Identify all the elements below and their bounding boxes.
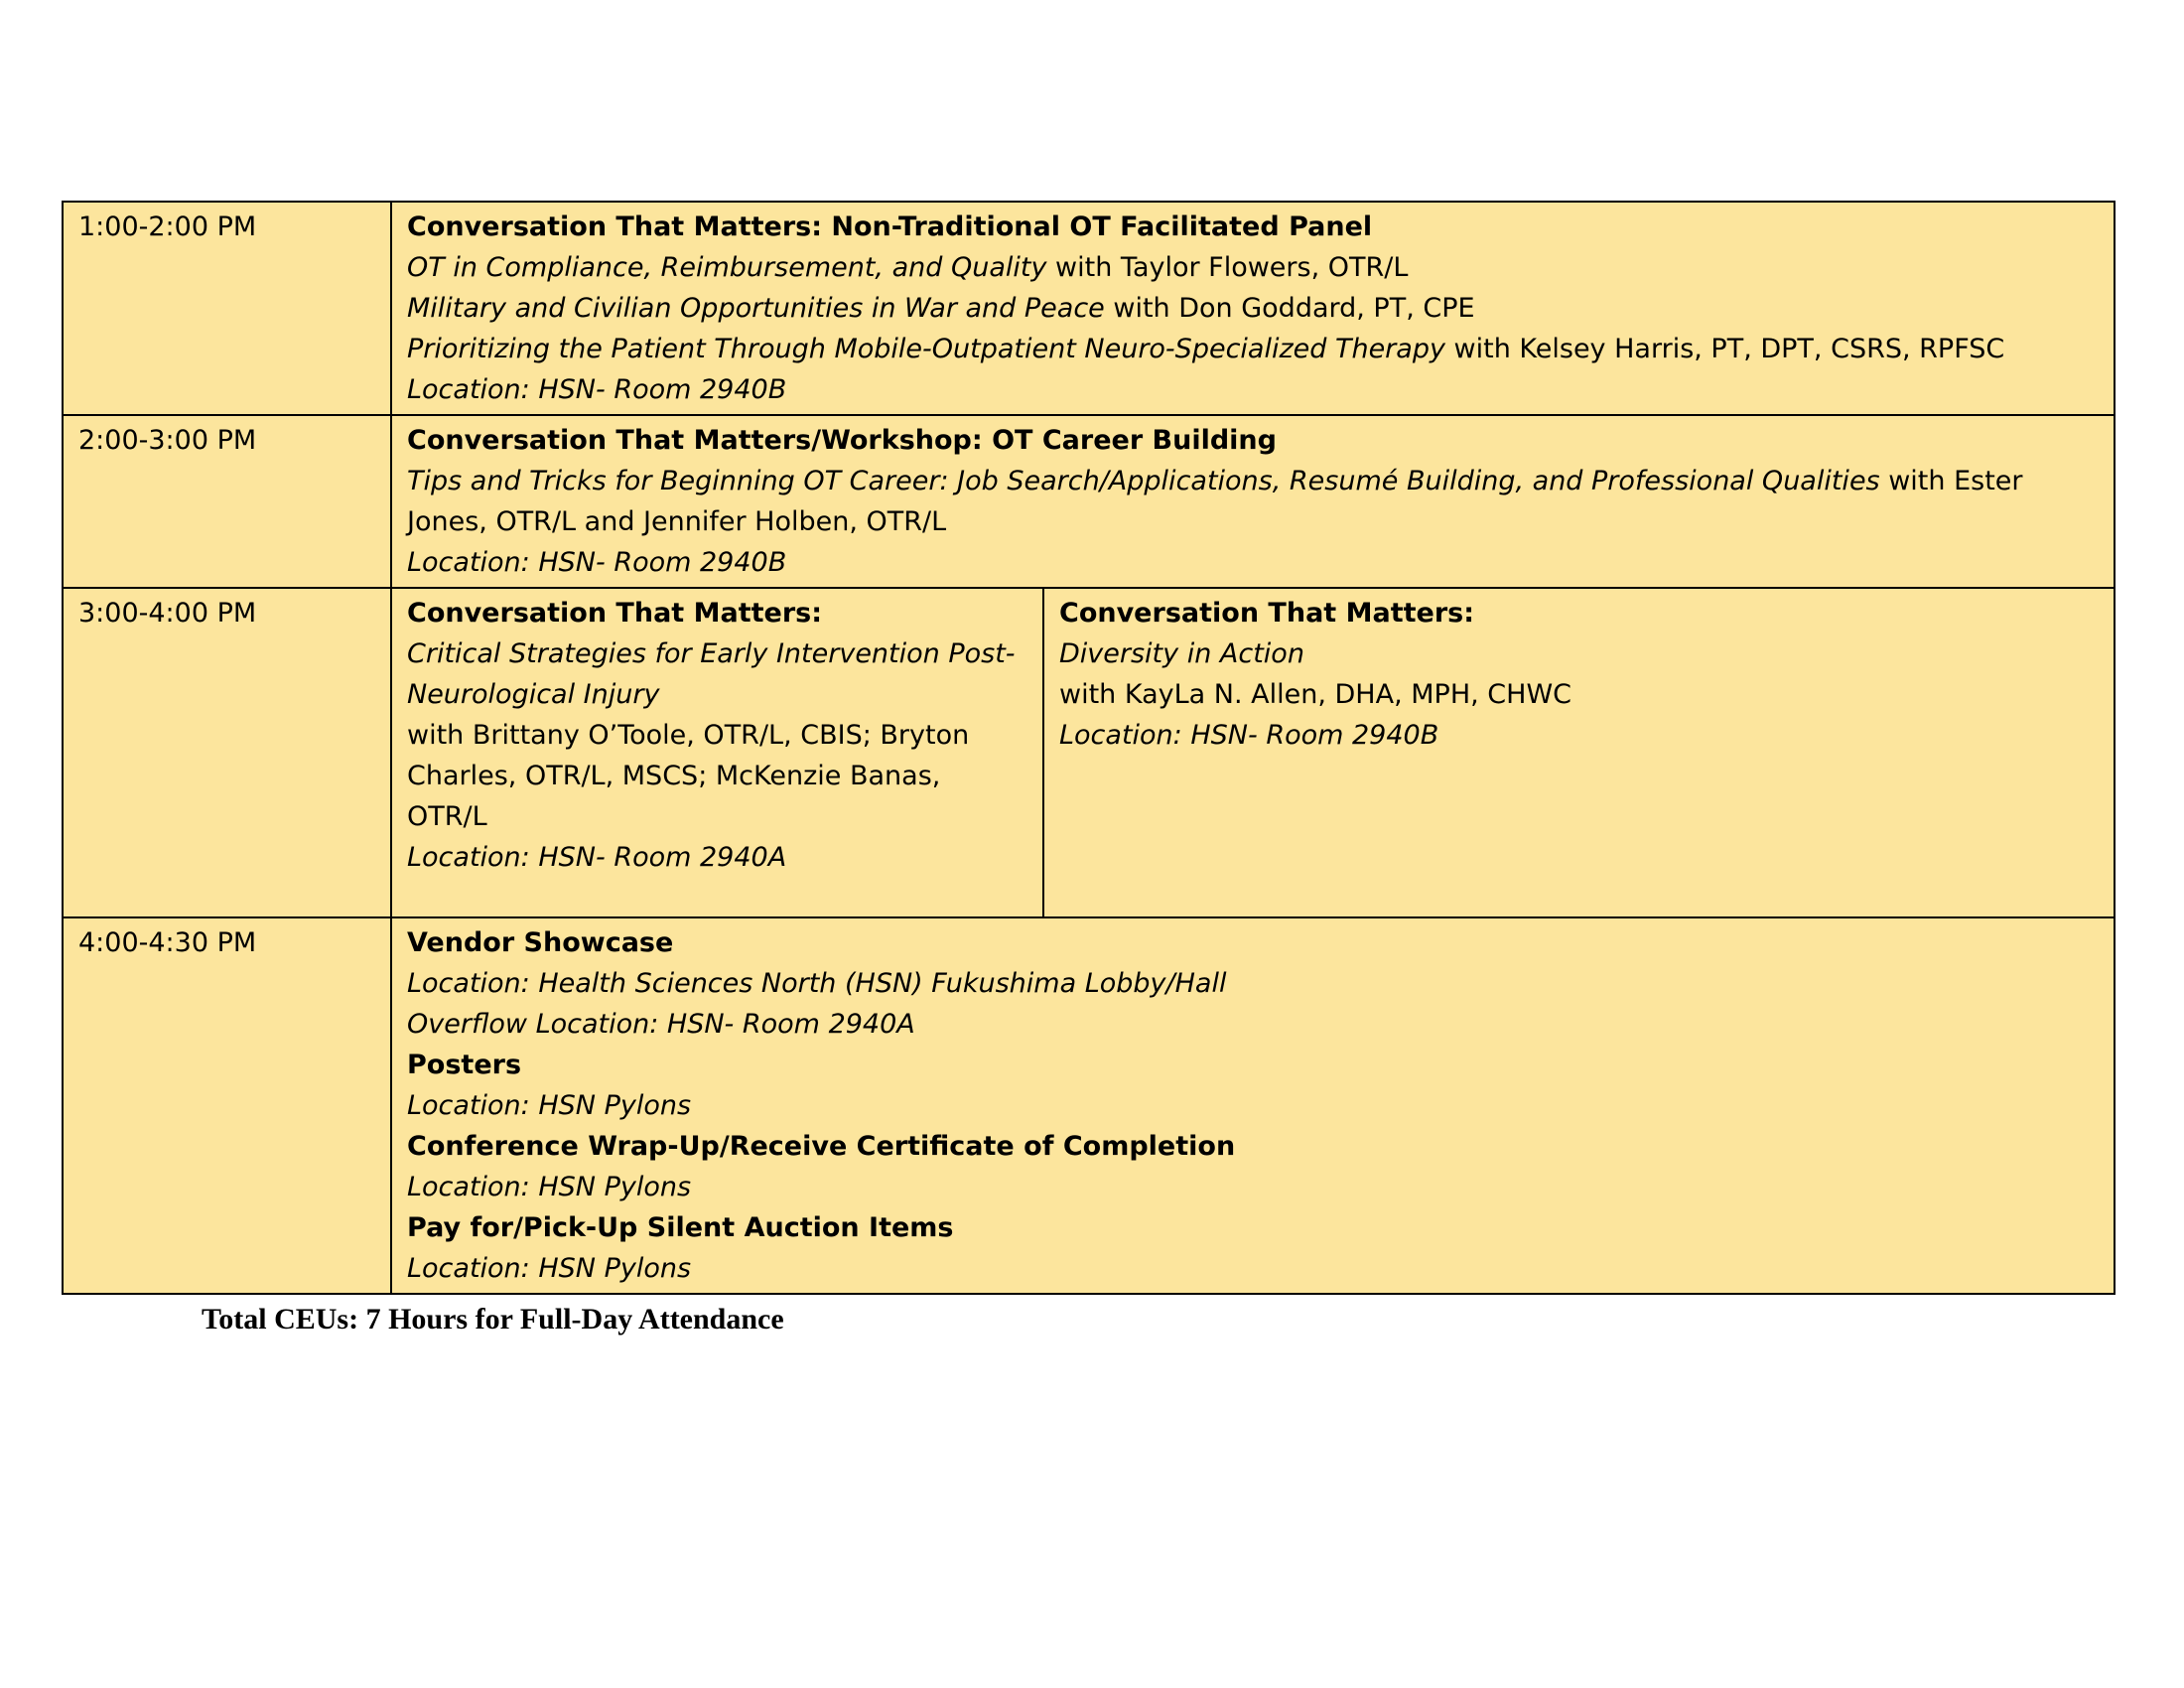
- session-cell: [391, 202, 2115, 415]
- table-row: [63, 202, 2115, 415]
- time-cell: 2:00-3:00 PM: [63, 415, 391, 588]
- session-line: [407, 247, 2100, 288]
- session-speaker: with Brittany O’Toole, OTR/L, CBIS; Bryton Charles, OTR/L, MSCS; McKenzie Banas, OTR/L: [407, 720, 970, 832]
- session-speaker: with Ester Jones, OTR/L and Jennifer Holben, OTR/L: [407, 466, 2023, 537]
- session-topic: Prioritizing the Patient Through Mobile-Outpatient Neuro-Specialized Therapy: [407, 334, 1445, 364]
- item-location: Location: HSN Pylons: [407, 1172, 692, 1202]
- item-location: Location: HSN Pylons: [407, 1090, 692, 1121]
- session-location: Location: HSN- Room 2940B: [407, 547, 787, 578]
- session-title: Conversation That Matters:: [407, 598, 822, 629]
- session-topic: Tips and Tricks for Beginning OT Career: Job Search/Applications, Resumé Building, and Professional Qualities: [407, 466, 1880, 496]
- item-title: Pay for/Pick-Up Silent Auction Items: [407, 1212, 954, 1243]
- time-cell: 4:00-4:30 PM: [63, 917, 391, 1294]
- schedule-table: [62, 201, 2116, 1295]
- session-cell-right: [1043, 588, 2115, 917]
- session-location: Location: HSN- Room 2940B: [407, 374, 787, 405]
- session-speaker: with Don Goddard, PT, CPE: [1104, 293, 1475, 324]
- session-speaker: with Kelsey Harris, PT, DPT, CSRS, RPFSC: [1444, 334, 2005, 364]
- session-topic: Critical Strategies for Early Intervention Post-Neurological Injury: [407, 638, 1016, 710]
- table-row: [63, 588, 2115, 917]
- session-speaker: with Taylor Flowers, OTR/L: [1046, 252, 1409, 283]
- session-topic: Diversity in Action: [1059, 638, 1304, 669]
- session-topic: OT in Compliance, Reimbursement, and Quality: [407, 252, 1047, 283]
- total-ceus-note: Total CEUs: 7 Hours for Full-Day Attendance: [202, 1303, 784, 1336]
- item-title: Conference Wrap-Up/Receive Certificate of Completion: [407, 1131, 1236, 1162]
- session-cell: [391, 415, 2115, 588]
- item-location: Location: HSN Pylons: [407, 1253, 692, 1284]
- session-cell-left: [391, 588, 1043, 917]
- table-row: [63, 917, 2115, 1294]
- session-title: Conversation That Matters:: [1059, 598, 1474, 629]
- time-cell: 3:00-4:00 PM: [63, 588, 391, 917]
- session-line: [407, 288, 2100, 329]
- session-line: [407, 461, 2100, 542]
- session-cell: [391, 917, 2115, 1294]
- item-location: Location: Health Sciences North (HSN) Fukushima Lobby/Hall: [407, 968, 1227, 999]
- session-title: Conversation That Matters/Workshop: OT Career Building: [407, 425, 1277, 456]
- session-speaker: with KayLa N. Allen, DHA, MPH, CHWC: [1059, 679, 1571, 710]
- time-cell: 1:00-2:00 PM: [63, 202, 391, 415]
- item-location-overflow: Overflow Location: HSN- Room 2940A: [407, 1009, 915, 1040]
- session-title: Conversation That Matters: Non-Traditional OT Facilitated Panel: [407, 211, 1373, 242]
- session-topic: Military and Civilian Opportunities in War and Peace: [407, 293, 1105, 324]
- session-location: Location: HSN- Room 2940B: [1059, 720, 1439, 751]
- table-row: [63, 415, 2115, 588]
- item-title: Posters: [407, 1050, 522, 1080]
- session-line: [407, 329, 2100, 369]
- item-title: Vendor Showcase: [407, 927, 674, 958]
- session-location: Location: HSN- Room 2940A: [407, 842, 787, 873]
